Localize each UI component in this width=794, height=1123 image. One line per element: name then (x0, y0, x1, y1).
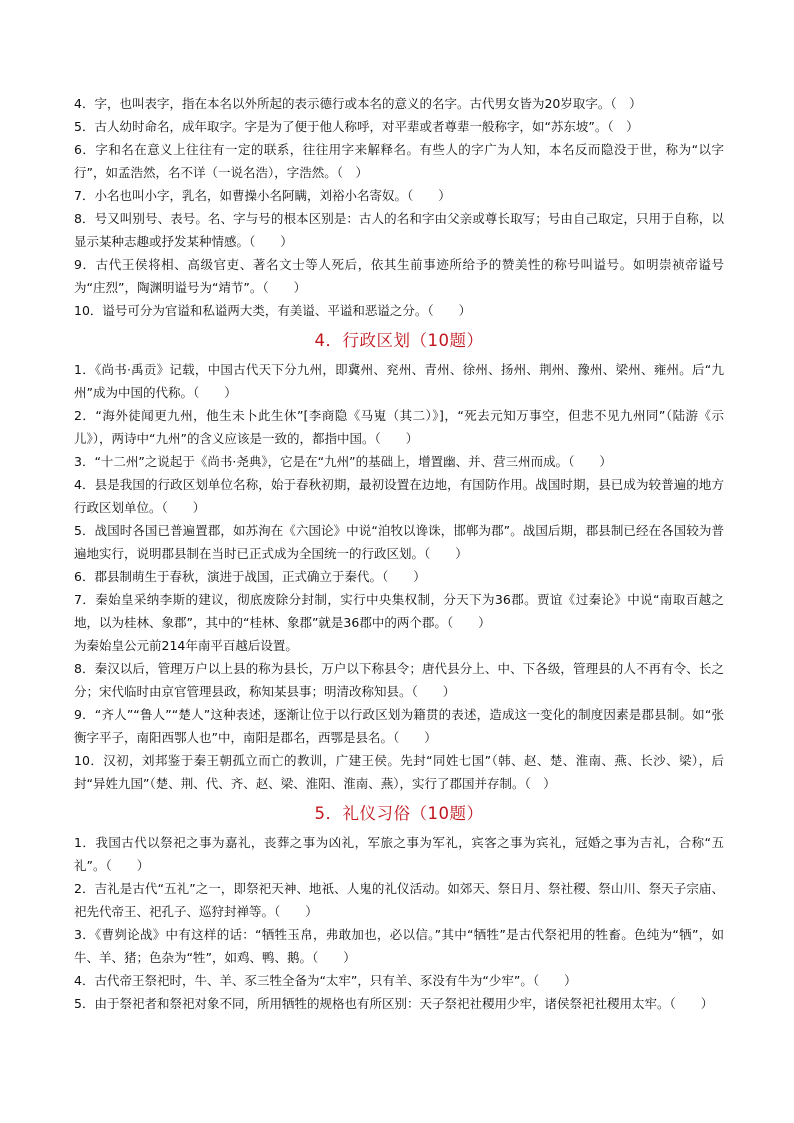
document-content (74, 92, 724, 1015)
question-item: 4．县是我国的行政区划单位名称，始于春秋初期，最初设置在边地，有国防作用。战国时期，县已成为较普遍的地方行政区划单位。（ ） (74, 477, 724, 515)
question-item: 4．古代帝王祭祀时，牛、羊、豕三牲全备为“太牢”，只有羊、豕没有牛为“少牢”。（ ） (74, 973, 577, 988)
question-item: 9．“齐人”“鲁人”“楚人”这种表述，逐渐让位于以行政区划为籍贯的表述，造成这一变化的制度因素是郡县制。如“张衡字平子，南阳西鄂人也”中，南阳是郡名，西鄂是县名。（ ） (74, 707, 724, 745)
question-item: 6．郡县制萌生于春秋，演进于战国，正式确立于秦代。（ ） (74, 569, 426, 584)
question-item: 7．小名也叫小字，乳名，如曹操小名阿瞒，刘裕小名寄奴。（ ） (74, 188, 451, 203)
question-item: 3．“十二州”之说起于《尚书·尧典》，它是在“九州”的基础上，增置幽、并、营三州而成。（ ） (74, 454, 612, 469)
question-item: 4．字，也叫表字，指在本名以外所起的表示德行或本名的意义的名字。古代男女皆为20岁取字。（ ） (74, 96, 642, 111)
question-item: 5．古人幼时命名，成年取字。字是为了便于他人称呼，对平辈或者尊辈一般称字，如“苏东坡”。（ ） (74, 119, 639, 134)
section-title: 4．行政区划（10题） (314, 331, 484, 350)
question-item: 10．汉初，刘邦鉴于秦王朝孤立而亡的教训，广建王侯。先封“同姓七国”（韩、赵、楚、淮南、燕、长沙、梁），后封“异姓九国”（楚、荆、代、齐、赵、梁、淮阳、淮南、燕），实行了郡国并存制。（ ） (74, 753, 724, 791)
question-item: 1．《尚书·禹贡》记载，中国古代天下分九州，即冀州、兖州、青州、徐州、扬州、荆州、豫州、梁州、雍州。后“九州”成为中国的代称。（ ） (74, 362, 724, 400)
question-item: 6．字和名在意义上往往有一定的联系，往往用字来解释名。有些人的字广为人知，本名反而隐没于世，称为“以字行”，如孟浩然，名不详（一说名浩），字浩然。（ ） (74, 142, 724, 180)
question-item: 8．号又叫别号、表号。名、字与号的根本区别是：古人的名和字由父亲或尊长取写；号由自己取定，只用于自称，以显示某种志趣或抒发某种情感。（ ） (74, 211, 724, 249)
question-item: 2．吉礼是古代“五礼”之一，即祭祀天神、地祇、人鬼的礼仪活动。如郊天、祭日月、祭社稷、祭山川、祭天子宗庙、祀先代帝王、祀孔子、巡狩封禅等。（ ） (74, 881, 724, 919)
section-title: 5．礼仪习俗（10题） (314, 804, 484, 823)
question-item: 1．我国古代以祭祀之事为嘉礼，丧葬之事为凶礼，军旅之事为军礼，宾客之事为宾礼，冠婚之事为吉礼，合称“五礼”。（ ） (74, 835, 724, 873)
question-item: 2．“海外徒闻更九州，他生未卜此生休”[李商隐《马嵬（其二）》]，“死去元知万事空，但悲不见九州同”（陆游《示儿》），两诗中“九州”的含义应该是一致的，都指中国。（ ） (74, 408, 724, 446)
question-item: 5．战国时各国已普遍置郡，如苏洵在《六国论》中说“洎牧以谗诛，邯郸为郡”。战国后期，郡县制已经在各国较为普遍地实行，说明郡县制在当时已正式成为全国统一的行政区划。（ ） (74, 523, 724, 561)
question-item: 10．谥号可分为官谥和私谥两大类，有美谥、平谥和恶谥之分。（ ） (74, 303, 472, 318)
question-item: 5．由于祭祀者和祭祀对象不同，所用牺牲的规格也有所区别：天子祭祀社稷用少牢，诸侯祭祀社稷用太牢。（ ） (74, 996, 714, 1011)
question-item: 7．秦始皇采纳李斯的建议，彻底废除分封制，实行中央集权制，分天下为36郡。贾谊《过秦论》中说“南取百越之地，以为桂林、象郡”，其中的“桂林、象郡”就是36郡中的两个郡。（ ） (74, 592, 724, 630)
question-item: 9．古代王侯将相、高级官吏、著名文士等人死后，依其生前事迹所给予的赞美性的称号叫谥号。如明崇祯帝谥号为“庄烈”，陶渊明谥号为“靖节”。（ ） (74, 257, 724, 295)
question-item: 8．秦汉以后，管理万户以上县的称为县长，万户以下称县令；唐代县分上、中、下各级，管理县的人不再有令、长之分；宋代临时由京官管理县政，称知某县事；明清改称知县。（ ） (74, 661, 724, 699)
question-item: 3．《曹刿论战》中有这样的话：“牺牲玉帛，弗敢加也，必以信。”其中“牺牲”是古代祭祀用的牲畜。色纯为“牺”，如牛、羊、猪；色杂为“牲”，如鸡、鸭、鹅。（ ） (74, 927, 724, 965)
question-item: 为秦始皇公元前214年南平百越后设置。 (74, 638, 298, 653)
